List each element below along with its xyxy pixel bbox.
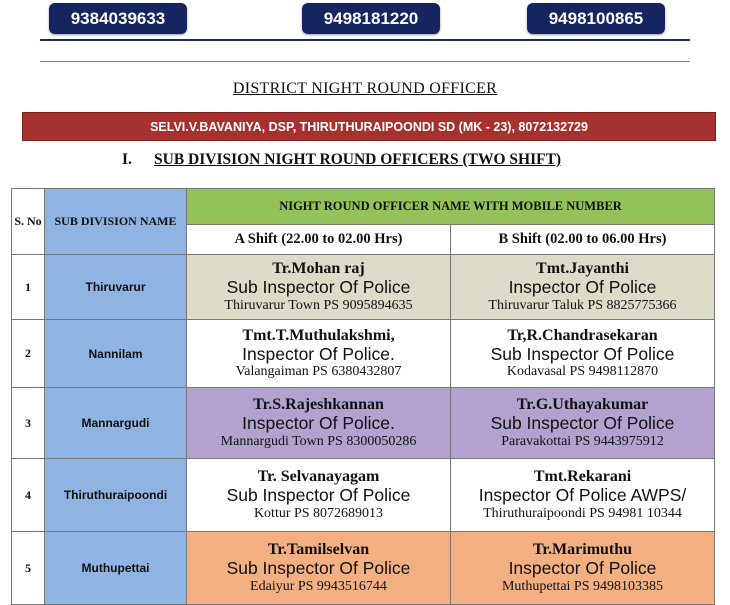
phone-number-2: 9498181220: [302, 3, 440, 34]
shift-a-officer: [187, 532, 451, 605]
officer-station: Thiruthuraipoondi PS 94981 10344: [483, 505, 682, 521]
officer-designation: Inspector Of Police AWPS/: [478, 485, 687, 506]
officer-station: Edaiyur PS 9943516744: [250, 578, 387, 594]
shift-b-officer: [451, 532, 715, 605]
officer-name: Tr.G.Uthayakumar: [516, 396, 649, 414]
row-sno: 4: [12, 459, 45, 532]
row-sno: 1: [12, 255, 45, 320]
officer-designation: Sub Inspector Of Police: [226, 485, 411, 506]
row-sno: 3: [12, 388, 45, 459]
district-officer-banner: SELVI.V.BAVANIYA, DSP, THIRUTHURAIPOONDI SD (MK - 23), 8072132729: [22, 112, 716, 141]
phone-number-1: 9384039633: [49, 3, 187, 34]
officer-name: Tmt.Jayanthi: [536, 260, 629, 278]
officer-station: Thiruvarur Taluk PS 8825775366: [488, 297, 677, 313]
header-shift-b: B Shift (02.00 to 06.00 Hrs): [451, 225, 715, 255]
officer-name: Tr.Mohan raj: [272, 260, 365, 278]
officer-station: Kodavasal PS 9498112870: [506, 364, 659, 380]
officer-designation: Sub Inspector Of Police: [490, 343, 675, 364]
officer-station: Kottur PS 8072689013: [253, 505, 384, 521]
night-round-table: [11, 188, 715, 605]
row-sno: 5: [12, 532, 45, 605]
officer-name: Tmt.Rekarani: [533, 468, 632, 486]
section-heading: [122, 151, 561, 169]
section-number: I.: [122, 151, 132, 168]
shift-b-officer: [451, 255, 715, 320]
officer-designation: Inspector Of Police.: [242, 413, 395, 434]
row-subdivision: Mannargudi: [45, 388, 187, 459]
officer-designation: Inspector Of Police: [508, 277, 657, 298]
table-row: [12, 459, 715, 532]
header-sno: S. No: [12, 189, 45, 255]
officer-station: Paravakottai PS 9443975912: [501, 433, 664, 449]
shift-a-officer: [187, 255, 451, 320]
divider-line: [40, 39, 690, 41]
table-row: [12, 388, 715, 459]
officer-name: Tmt.T.Muthulakshmi,: [242, 326, 395, 344]
table-row: [12, 255, 715, 320]
shift-a-officer: [187, 320, 451, 388]
officer-name: Tr,R.Chandrasekaran: [507, 326, 658, 344]
officer-name: Tr. Selvanayagam: [257, 468, 380, 486]
shift-a-officer: [187, 388, 451, 459]
phone-number-3: 9498100865: [527, 3, 665, 34]
officer-designation: Sub Inspector Of Police: [490, 413, 675, 434]
header-subdivision: SUB DIVISION NAME: [45, 189, 187, 255]
officer-designation: Sub Inspector Of Police: [226, 558, 411, 579]
officer-name: Tr.Tamilselvan: [267, 541, 370, 559]
officer-designation: Inspector Of Police.: [242, 343, 395, 364]
officer-station: Valangaiman PS 6380432807: [235, 364, 402, 380]
shift-a-officer: [187, 459, 451, 532]
shift-b-officer: [451, 388, 715, 459]
phone-number-bar: [0, 0, 730, 40]
shift-b-officer: [451, 459, 715, 532]
officer-station: Muthupettai PS 9498103385: [501, 578, 663, 594]
header-officer-name: NIGHT ROUND OFFICER NAME WITH MOBILE NUMBER: [187, 189, 715, 225]
section-title: SUB DIVISION NIGHT ROUND OFFICERS (TWO SHIFT): [154, 151, 562, 168]
row-subdivision: Nannilam: [45, 320, 187, 388]
row-subdivision: Thiruthuraipoondi: [45, 459, 187, 532]
officer-designation: Sub Inspector Of Police: [226, 277, 411, 298]
table-row: [12, 320, 715, 388]
officer-designation: Inspector Of Police: [508, 558, 657, 579]
officer-station: Thiruvarur Town PS 9095894635: [224, 297, 413, 313]
row-subdivision: Thiruvarur: [45, 255, 187, 320]
district-heading: DISTRICT NIGHT ROUND OFFICER: [232, 80, 498, 97]
officer-station: Mannargudi Town PS 8300050286: [220, 433, 417, 449]
row-sno: 2: [12, 320, 45, 388]
officer-name: Tr.Marimuthu: [532, 541, 633, 559]
divider-line: [40, 61, 690, 62]
shift-b-officer: [451, 320, 715, 388]
row-subdivision: Muthupettai: [45, 532, 187, 605]
officer-name: Tr.S.Rajeshkannan: [253, 396, 384, 414]
table-row: [12, 532, 715, 605]
header-shift-a: A Shift (22.00 to 02.00 Hrs): [187, 225, 451, 255]
